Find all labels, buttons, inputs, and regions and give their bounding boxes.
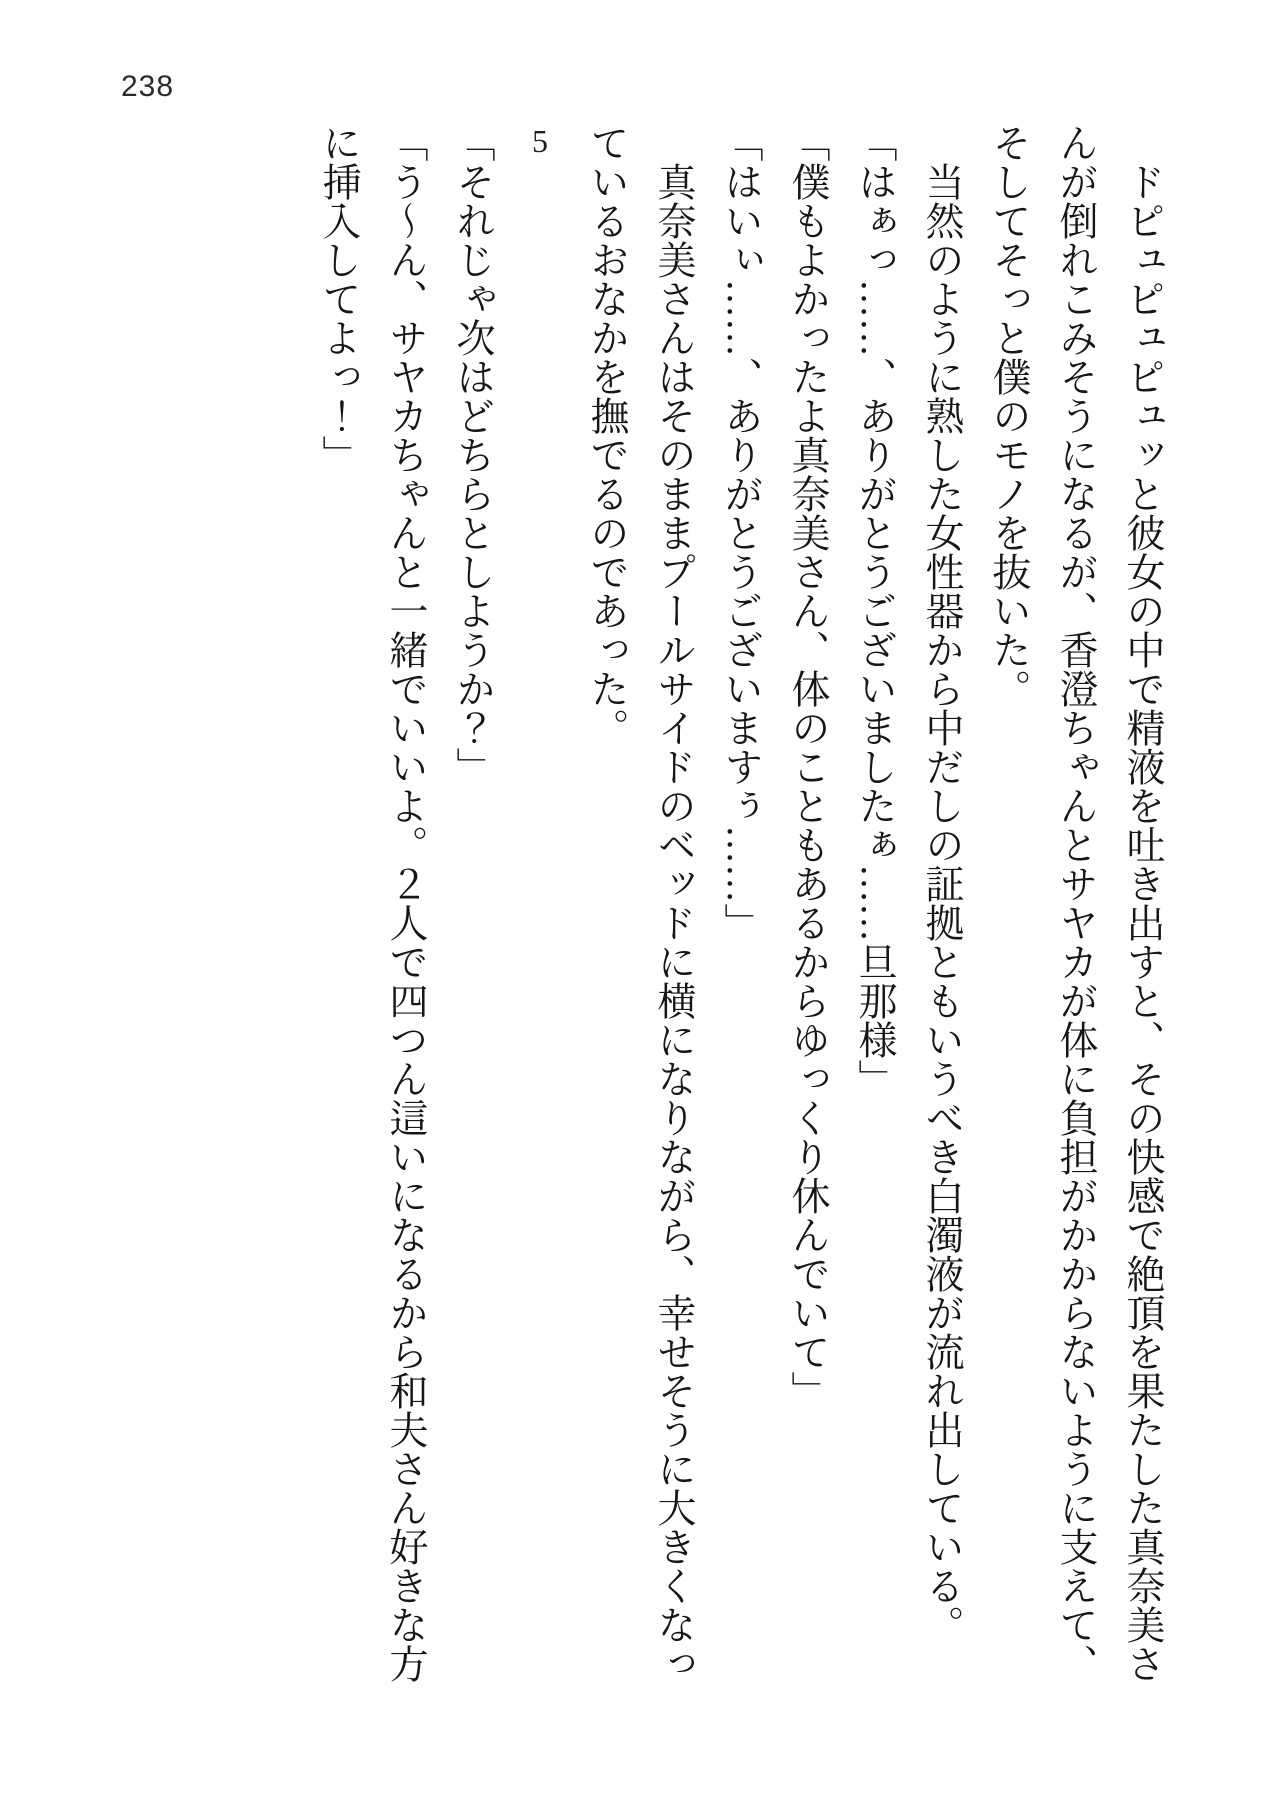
narration-paragraph: ドピュピュピュッと彼女の中で精液を吐き出すと、その快感で絶頂を果たした真奈美さんが倒れこみそうになるが、香澄ちゃんとサヤカが体に負担がかからないように支えて、そしてそっと僕のモノを抜いた。 (987, 123, 1164, 1683)
narration-paragraph: 真奈美さんはそのままプールサイドのベッドに横になりながら、幸せそうに大きくなっているおなかを撫でるのであった。 (585, 123, 695, 1683)
dialogue-paragraph: 「はいぃ……、ありがとうございますぅ……」 (719, 123, 762, 942)
section-number: 5 (522, 123, 558, 159)
narration-paragraph: 当然のように熟した女性器から中だしの証拠ともいうべき白濁液が流れ出している。 (920, 162, 963, 1644)
text-block (171, 123, 1176, 1685)
dialogue-paragraph: 「それじゃ次はどちらとしようか？」 (451, 123, 494, 786)
dialogue-paragraph: 「う〜ん、サヤカちゃんと一緒でいいよ。２人で四つん這いになるから和夫さん好きな方に挿入してよっ！」 (317, 123, 427, 1683)
dialogue-paragraph: 「僕もよかったよ真奈美さん、体のこともあるからゆっくり休んでいて」 (786, 123, 829, 1410)
page-number: 238 (121, 70, 175, 103)
dialogue-paragraph: 「はぁっ……、ありがとうございましたぁ……旦那様」 (853, 123, 896, 1098)
